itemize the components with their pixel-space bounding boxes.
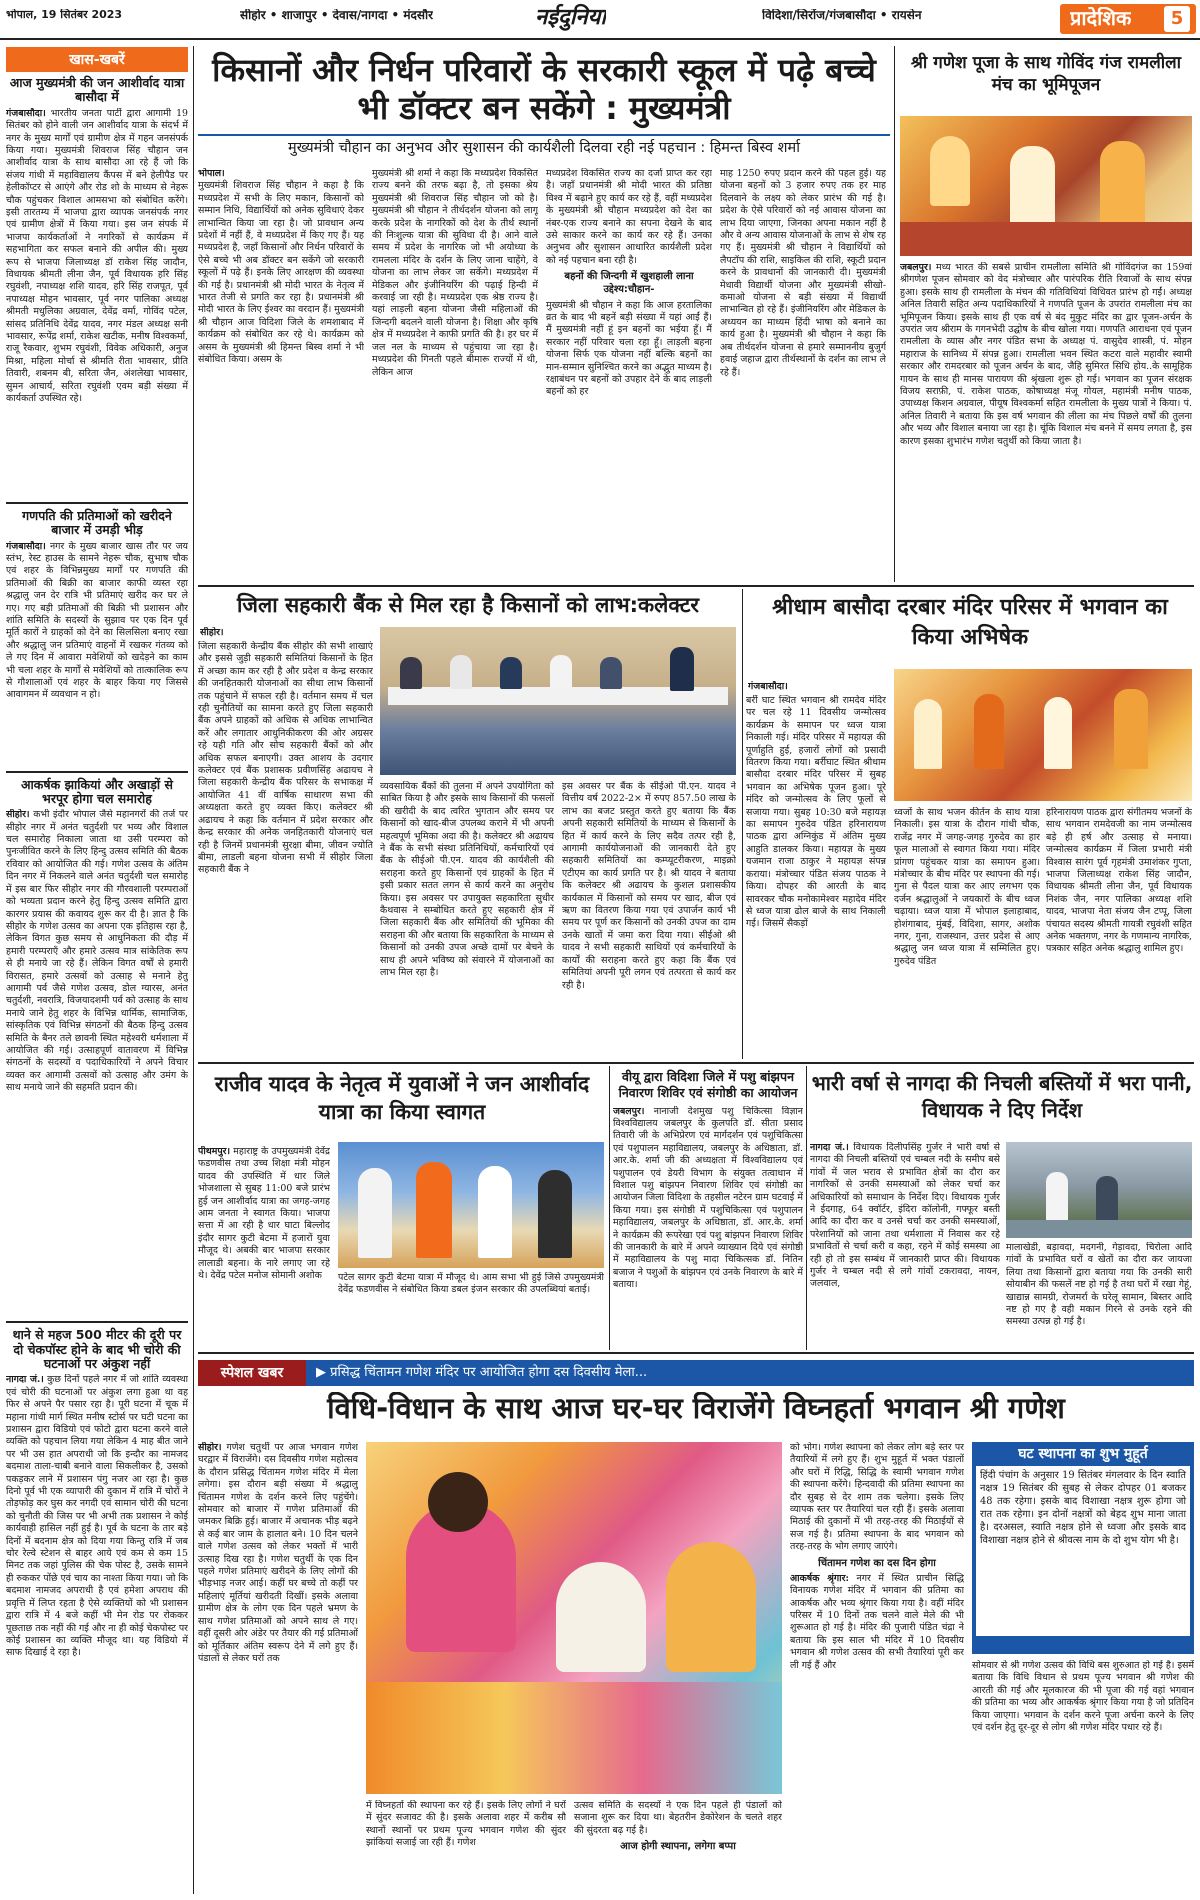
temple-col-2: ध्वजों के साथ भजन कीर्तन के साथ यात्रा निकाली। इस यात्रा के दौरान गांधी चौक, राजेंद्र नगर में जगह-जगह गुरुदेव का हार फूल मालाओं से स्वागत किया गया। मंदिर प्रांगण पहुंचकर यात्रा का समापन हुआ। मंत्रोच्चार के बीच मंदिर पर स्थापना की गई। गुना से पैदल यात्रा कर आए लगभग एक दर्जन श्रद्धालुओं ने जयकारों के बीच ध्वज चढ़ाया। ध्वज यात्रा में भोपाल इलाहाबाद, होशंगाबाद, मुंबई, विदिशा, सागर, अशोक नगर, गुना, राजस्थान, उत्तर प्रदेश से आए श्रद्धालु जन ध्वज यात्रा में सम्मिलित हुए। गुरुदेव पंडित (894, 807, 1040, 967)
bank-photo-person (450, 655, 472, 689)
page-number: 5 (1164, 6, 1190, 32)
rajiv-headline: राजीव यादव के नेतृत्व में युवाओं ने जन आशीर्वाद यात्रा का किया स्वागत (214, 1072, 590, 1125)
flood-photo-person (1046, 1172, 1068, 1222)
bank-meeting-photo (380, 627, 736, 775)
story-cm-yatra-headline: आज मुख्यमंत्री की जन आशीर्वाद यात्रा बासौदा में (9, 75, 185, 105)
temple-photo-person (974, 694, 1004, 769)
story-ganpati-bazaar-headline: गणपति की प्रतिमाओं को खरीदने बाजार में उमड़ी भीड़ (22, 507, 172, 538)
rajiv-col-1: पीथमपुर। महाराष्ट्र के उपमुख्यमंत्री देवेंद्र फडणवीस तथा उच्च शिक्षा मंत्री मोहन यादव की उपस्थिति में धार जिले भोजशाला से सुबह 11:00 बजे प्रारंभ हुई जन आशीर्वाद यात्रा का जगह-जगह आम जनता ने स्वागत किया। भाजपा सत्ता में आ रही है धार घाटा बिल्लोद इंदौर सागर कुटी बेटमा में हजारों युवा मौजूद थे। अबकी बार भाजपा सरकार लालाडी बहना। के नारे लगाए जा रहे थे। देवेंद्र पटेल मनोज सोमानी अशोक (198, 1146, 330, 1282)
story-chal-samaroh-body: सीहोर। कभी इंदौर भोपाल जैसे महानगरों की तर्ज पर सीहोर नगर में अनंत चतुर्दशी पर भव्य और विशाल चल समारोह निकाला जाता था उसी परम्परा को पुनःजीवित करने के लिए हिन्दु उत्सव समिति की बैठक रविवार को आयोजित की गई। गणेश उत्सव के अंतिम दिन नगर में निकलने वाले अनंत चतुर्दशी चल समारोह में इस बार फिर सीहोर नगर की गौरवशाली परम्पराओं को भव्यता प्रदान करने हेतु हिन्दु उत्सव समिति द्वारा कारगर प्रयास की कवायद शुरू कर दी है। ज्ञात है कि सीहोर के गणेश उत्सव का अपना एक इतिहास रहा है, लेकिन विगत कुछ समय से आधुनिकता की दौड़ में हमारी परम्पराएँ और हमारे उत्सव मात्र सांकेतिक रूप से ही मनाये जा रहे हैं। लेकिन विगत वर्षों से हमारी विरासत, हमारे उत्सवों को उत्साह से मनाने हेतु आगामी पर्व जैसे गणेश उत्सव, डोल ग्यारस, अनंत चतुर्दशी, नवरात्रि, विजयादशमी पर्व को उत्साह के साथ मनाये जाने हेतु शहर के विभिन्न धार्मिक, सामाजिक, सांस्कृतिक एवं विभिन्न संगठनों की बैठक हिन्दु उत्सव समिति के बैनर तले छावनी स्थित महेश्वरी धर्मशाला में आयोजित की गई। उत्साहपूर्ण वातावरण में विभिन्न संगठनों के सदस्यों व पदाधिकारियों ने अपने विचार व्यक्त कर आगामी उत्सवों को उत्साह और उमंग के साथ मनाये जाने की सहमति प्रदान की। (6, 809, 188, 1094)
flood-photo-water (1006, 1220, 1192, 1238)
lead-col-4: माह 1250 रुपए प्रदान करने की पहल हुई। यह योजना बहनों को 3 हजार रुपए तक हर माह दिलवाने के लक्ष्य को लेकर प्रारंभ की गई है। प्रदेश के ऐसे परिवारों को नई आवास योजना का लाभ दिया जाएगा, जिनका अपना मकान नहीं है और वे अन्य आवास योजनाओं के लाभ से शेष रह गए हैं। मुख्यमंत्री श्री चौहान ने विद्यार्थियों को लैपटॉप की राशि, साइकिल की राशि, स्कूटी प्रदान करने के प्रावधानों की जानकारी दी। मुख्यमंत्री मेधावी विद्यार्थी योजना और मुख्यमंत्री सीखो-कमाओ योजना से बड़ी संख्या में विद्यार्थी लाभान्वित हो रहे हैं। इंजीनियरिंग और मेडिकल के अध्ययन का माध्यम हिंदी भाषा को बनाने का कार्य हुआ है। मुख्यमंत्री श्री चौहान ने कहा कि अब तीर्थदर्शन योजना से हमारे सम्माननीय बुजुर्ग हवाई जहाज द्वारा तीर्थस्थानों के दर्शन का लाभ ले रहे हैं। (720, 168, 886, 378)
temple-col-1: बर्री घाट स्थित भगवान श्री रामदेव मंदिर पर चल रहे 11 दिवसीय जन्मोत्सव कार्यक्रम के समापन पर ध्वज यात्रा निकाली गई। मंदिर परिसर में महायज्ञ की पूर्णाहुति हुई, हजारों लोगों को प्रसादी वितरण किया गया। बर्रीघाट स्थित श्रीधाम बासौदा दरबार मंदिर परिसर में सुबह भगवान का अभिषेक पूजन हुआ। पूरे मंदिर को जन्मोत्सव के लिए फूलों से सजाया गया। सुबह 10:30 बजे महायज्ञ का समापन गुरुदेव पंडित हरिनारायण पाठक द्वारा अग्निकुंड में अंतिम मुख्य आहुति डालकर किया। महायज्ञ के मुख्य यजमान राजा ठाकुर ने महायज्ञ संपन्न कराया। मंत्रोच्चार पंडित संजय पाठक ने किया। दोपहर की आरती के बाद सावरकर चौक मनोकामेश्वर महादेव मंदिर से ध्वज यात्रा ढोल बाजे के साथ निकाली गई। जिसमें सैकड़ों (746, 695, 886, 930)
puja-photo-figure (1010, 146, 1055, 226)
lead-col-2: मुख्यमंत्री श्री शर्मा ने कहा कि मध्यप्रदेश विकसित राज्य बनने की तरफ बढ़ा है, तो इसका श्रेय मुख्यमंत्री श्री शिवराज सिंह चौहान जो को है। मुख्यमंत्री श्री चौहान ने तीर्थदर्शन योजना को लागू करके प्रदेश के नागरिकों को देश के तीर्थ स्थानों की निःशुल्क यात्रा की सुविधा दी है। आने वाले समय में प्रदेश के नागरिक जो भी अयोध्या के रामलला मंदिर के दर्शन के लिए जाना चाहेंगे, वे योजना का लाभ लेकर जा सकेंगे। मध्यप्रदेश में मेडिकल और इंजीनियरिंग की पढ़ाई हिन्दी में करवाई जा रही है। मध्यप्रदेश एक श्रेष्ठ राज्य है। यहां लाड़ली बहना योजना जैसी महिलाओं की जिन्दगी बदलने वाली योजना है। शिक्षा और कृषि क्षेत्र में मध्यप्रदेश ने काफी प्रगति की है। हर घर में जल नल के माध्यम से पहुंचाया जा रहा है। मध्यप्रदेश की गिनती पहले बीमारू राज्यों में थी, लेकिन आज (372, 168, 538, 378)
temple-photo-person (1114, 689, 1148, 769)
vet-headline: वीयू द्वारा विदिशा जिले में पशु बांझपन निवारण शिविर एवं संगोष्ठी का आयोजन (618, 1069, 798, 1101)
special-photo-caption-1: में विघ्नहर्ता की स्थापना कर रहे हैं। इसके लिए लोगों ने घरों में सुंदर सजावट की है। इसके अलावा शहर में करीब सौ स्थानों स्थानों पर प्रथम पूज्य भगवान गणेश की सुंदर झांकियां सजाई जा रही हैं। गणेश (366, 1800, 566, 1849)
temple-headline: श्रीधाम बासौदा दरबार मंदिर परिसर में भगवान का किया अभिषेक (772, 595, 1168, 650)
khas-khabren-label: खास-खबरें (6, 47, 188, 72)
story-nagda-theft-body: नागदा जं.। कुछ दिनों पहले नगर में जो शांति व्यवस्था एवं चोरी की घटनाओं पर अंकुश लगा हुआ था वह फिर से अपने पैर पसार रहा है। पूरी घटना में चूक में महाना गांधी मार्ग स्थित मनीष स्टोर्स पर घटी घटना का प्रशासन द्वारा विडियो एवं फोटो द्वारा घटना करने वाले व्यक्ति को पहचान लिया गया लेकिन 4 माह बीत जाने पर भी उस हात अपराधी जो कि इन्दौर का नामजद बदमाश ताला-चाबी बनाने वाला सिकलीकर है, उसको पकड़कर लाने में प्रशासन पंगु नजर आ रहा है। कुछ दिनो पूर्व भी एक व्यापारी की दुकान में रात्रि में चोरों ने तोड़फोड़ कर घुस कर नगदी एवं सामान चोरी की घटना को चुनौती की जिस पर भी अभी तक प्रशासन ने कोई कार्यवाही हासिल नहीं हुई है। पूर्व के घटना के तार बड़े दिनों में बदनाम क्षेत्र को दिया गया किन्तु रात्रि में जब चोर रेल्वे स्टेशन से बाहर आये एवं कम से कम 15 मिनट तक जहां पुलिस की चेक पोस्ट है, उसके सामने ही रुककर पोंछे एवं चाय का नाश्ता किया गया। जो कि बदमाश नामजद अपराधी है एवं हमेशा अपराध की प्रवृत्ति में लिप्त रहता है ऐसे व्यक्तियों को भी प्रशासन द्वारा रात्रि में 4 बजे कहीं भी मेन रोड पर रोककर पूछताछ तक नहीं की गई और ना ही कोई चेकपोस्ट पर कोई प्रशासन का व्यक्ति मौजूद था। यह विडियो में साफ दिखाई दे रहा है। (6, 1374, 188, 1659)
bank-col-3: इस अवसर पर बैंक के सीईओ पी.एन. यादव ने वित्तीय वर्ष 2022-2× में रुपए 857.50 लाख के लाभ का बजट प्रस्तुत करते हुए बताया कि बैंक अपनी सहकारी समितियों के माध्यम से किसानों के हित में कार्य करने के लिए सदैव तत्पर रही है, आगामी कार्ययोजनाओं की जानकारी देते हुए सहकारी समितियों का कम्प्यूटरीकरण, माइक्रो एटीएम का कार्य प्रगति पर है। श्री यादव ने बताया कि कलेक्टर श्री अढायच के कुशल प्रशासकीय कार्यकाल में किसानों को समय पर खाद, बीज एवं ऋण का वितरण किया गया एवं उपार्जन कार्य भी समय पर पूर्ण कर किसानों को उनकी उपज का दाम उनके खातों में जमा करा दिया गया। सीईओ श्री यादव ने सभी सहकारी साथियों एवं कर्मचारियों के कार्यों की सराहना करते हुए कहा कि बैंक एवं समितियां अपनी पूरी लगन एवं तत्परता से कार्य कर रही है। (562, 781, 736, 991)
special-col-3: को भोग। गणेश स्थापना को लेकर लोग बड़े स्तर पर तैयारियों में लगे हुए हैं। शुभ मुहूर्त में भक्त पंडालों और घरों में रिद्धि, सिद्धि के स्वामी भगवान गणेश की स्थापना करेंगे। हिन्दवादी की प्रतिमा स्थापना का दौर सुबह से देर शाम तक चलेगा। इसके लिए व्यापक स्तर पर तैयारियां चल रही हैं। इसके अलावा मिठाई की दुकानों में भी तरह-तरह की मिठाईयों से सज गई है। प्रतिमा स्थापना के बाद भगवान को तरह-तरह के भोग लगाए जाएंगे। चिंतामन गणेश का दस दिन होगा आकर्षक श्रृंगार: नगर में स्थित प्राचीन सिद्धि विनायक गणेश मंदिर में भगवान की प्रतिमा का आकर्षक और भव्य श्रृंगार किया गया है। वहीं मंदिर परिसर में 10 दिनों तक चलने वाले मेले की भी शुरूआत हो गई है। मंदिर की पुजारी पंडित चंद्रा ने बताया कि इस साल भी मंदिर में 10 दिवसीय भगवान श्री गणेश उत्सव की सभी तैयारियां पूरी कर ली गई हैं और (790, 1442, 964, 1671)
lead-col-3: मध्यप्रदेश विकसित राज्य का दर्जा प्राप्त कर रहा है। जहाँ प्रधानमंत्री श्री मोदी भारत की प्रतिष्ठा विश्व में बढ़ाने हुए कार्य कर रहे हैं, वहीं मध्यप्रदेश के मुख्यमंत्री श्री चौहान मध्यप्रदेश को देश का नंबर-एक राज्य बनाने का सपना देखने के बाद उसे साकार करने का कार्य कर रहे हैं। उनका अनुभव और सुशासन आधारित कार्यशैली प्रदेश को नई पहचान बना रही है। बहनों की जिन्दगी में खुशहाली लाना उद्देश्य:चौहान- मुख्यमंत्री श्री चौहान ने कहा कि आज हरतालिका व्रत के बाद भी बहनें बड़ी संख्या में यहां आईं हैं। मैं मुख्यमंत्री नहीं हूं इन बहनों का भईया हूँ। मैं सरकार नहीं परिवार चला रहा हूँ। लाड़ली बहना योजना सिर्फ एक योजना नहीं बल्कि बहनों का मान-सम्मान सुनिश्चित करने का अद्भुत माध्यम है। रक्षाबंधन पर बहनों को उपहार देने के बाद लाड़ली बहनों को हर (546, 168, 712, 398)
ganesh-idols-photo (366, 1442, 782, 1794)
section-badge (1060, 4, 1196, 34)
nagda-flood-story (810, 1066, 1194, 1350)
puja-photo (900, 116, 1192, 256)
lead-col-1: भोपाल। मुख्यमंत्री शिवराज सिंह चौहान ने कहा है कि मध्यप्रदेश में सभी के लिए मकान, किसानों को सम्मान निधि, विद्यार्थियों को अनेक सुविधाएं देकर लाभान्वित किया जा रहा है। जो प्रावधान अन्य प्रदेशों में नहीं हैं, वे मध्यप्रदेश में किए गए हैं। यह मध्यप्रदेश है, जहाँ किसानों और निर्धन परिवारों के ऐसे बच्चे भी अब डॉक्टर बन सकेंगे जो सरकारी स्कूलों में पढ़े हैं। इनके लिए आरक्षण की व्यवस्था की गई है। प्रधानमंत्री श्री मोदी भारत के नेतृत्व में भारत तेजी से प्रगति कर रहा है। प्रधानमंत्री श्री मोदी भारत के लिए ईश्वर का वरदान हैं। मुख्यमंत्री श्री चौहान आज विदिशा जिले के शमशाबाद में कार्यक्रम को संबोधित कर रहे थे। कार्यक्रम को असम के मुख्यमंत्री श्री हिमन्त बिस्व शर्मा ने भी संबोधित किया। असम के (198, 168, 364, 366)
temple-procession-photo (894, 669, 1192, 801)
lead-story (198, 46, 890, 582)
nagda-flood-headline: भारी वर्षा से नागदा की निचली बस्तियों में भरा पानी, विधायक ने दिए निर्देश (811, 1071, 1193, 1122)
khas-khabren-column (6, 47, 188, 1893)
story-nagda-theft-headline: थाने से महज 500 मीटर की दूरी पर दो चेकपॉस्ट होने के बाद भी चोरी की घटनाओं पर अंकुश नहीं (12, 1327, 182, 1371)
story-chal-samaroh-headline: आकर्षक झाकियां और अखाड़ों से भरपूर होगा चल समारोह (21, 776, 173, 806)
newspaper-logo: नईदुनिया (535, 4, 607, 30)
ganesh-puja-story (898, 46, 1194, 582)
photo-idols-row (366, 1682, 782, 1794)
rajiv-photo-person (478, 1166, 512, 1258)
bank-story (198, 589, 738, 1059)
rajiv-photo-person (416, 1162, 452, 1258)
temple-photo-person (914, 699, 942, 769)
muhurat-box (972, 1442, 1194, 1654)
special-ticker-bar (198, 1360, 1194, 1386)
rajiv-story (198, 1066, 606, 1350)
ticker-arrow-icon: ▶ (316, 1365, 331, 1380)
temple-story (746, 589, 1194, 1059)
bank-photo-speaker (670, 647, 694, 691)
nagda-col-1: नागदा जं.। विधायक दिलीपसिंह गुर्जर ने भारी वर्षा से नागदा की निचली बस्तियों एवं चम्बल नदी के समीप बसे गांवों में जल भराव से प्रभावित क्षेत्रों का दौरा कर नागरिकों से उनकी समस्याओं को लेकर चर्चा कर अधिकारियों को समाधान के निर्देश दिए। विधायक गुर्जर ने ईदगाह, 64 क्वॉर्टर, इंदिरा कॉलोनी, गफ्फूर बस्ती आदि का दौरा कर व उनसे चर्चा कर उनकी समस्याओं, परेशानियों को जाना तथा धर्मशाला में निवास कर रहे प्रभावितों से चर्चा करी व कहा, रहने में कोई समस्या आ रही हो तो इस सम्बंध में जानकारी प्राप्त की। विधायक गुर्जर ने चम्बल नदी से लगे गांवों टकरावदा, नायन, जलवाल, (810, 1142, 1000, 1290)
bank-headline: जिला सहकारी बैंक से मिल रहा है किसानों को लाभ:कलेक्टर (236, 593, 699, 617)
temple-col-3: हरिनारायण पाठक द्वारा संगीतमय भजनों के साथ भगवान रामदेवजी का नाम जन्मोत्सव बड़े ही हर्ष और उत्साह से मनाया। जन्मोत्सव कार्यक्रम में जिला प्रभारी मंत्री विश्वास सारंग पूर्व गृहमंत्री उमाशंकर गुप्ता, भाजपा जिलाध्यक्ष राकेश सिंह जादौन, विधायक श्रीमती लीना जैन, पूर्व विधायक निशंक जैन, नगर पालिका अध्यक्ष शशि यादव, भाजपा नेता संजय जैन टप्पू, जिला पंचायत सदस्य श्रीमती गायत्री रघुवंशी सहित अनेक भक्तगण, नगर के गणमान्य नागरिक, पत्रकार सहित अनेक श्रद्धालु शामिल हुए। (1046, 807, 1192, 955)
photo-woman-head (428, 1472, 488, 1532)
temple-dateline: गंजबासौदा। (748, 681, 788, 691)
section-name: प्रादेशिक (1070, 7, 1132, 30)
bank-col-1: जिला सहकारी केन्द्रीय बैंक सीहोर की सभी शाखाएं और इससे जुड़ी सहकारी समितियां किसानों के हित में अच्छा काम कर रही है और प्रदेश व केन्द्र सरकार की जनहितकारी योजनाओं का सीधा लाभ किसानों तक पहुंचाने में सफल रही है। वर्तमान समय में चल रही चुनौतियों का सामना करते हुए जिला सहकारी बैंक अपने ग्राहकों को अधिक से अधिक लाभान्वित करें और लगातार आधुनिकीकरण की ओर अग्रसर रहे यही गति और सोच सहकारी बैंकों को और अधिक सफल बनाएगी। उक्त आशय के उदगार कलेक्टर एवं बैंक प्रशासक प्रवीणसिंह अढायच ने जिला सहकारी केन्द्रीय बैंक परिसर के सभाकक्ष में आयोजित 41 वीं वार्षिक साधारण सभा की अध्यक्षता करते हुए व्यक्त किए। कलेक्टर श्री अढायच ने कहा कि वर्तमान में प्रदेश सरकार और केन्द्र सरकार की अनेक जनहितकारी योजनाएं चल रही है जिनमें प्रधानमंत्री सुरक्षा बीमा, जीवन ज्योति बीमा, लाडली बहना योजना सभी में सीहोर जिला सहकारी बैंक ने (198, 641, 373, 876)
muhurat-body: हिंदी पंचांग के अनुसार 19 सितंबर मंगलवार के दिन स्वाति नक्षत्र 19 सितंबर की सुबह से लेकर दोपहर 01 बजकर 48 तक रहेगा। इसके बाद विशाखा नक्षत्र शुरू होगा जो रात तक रहेगा। इन दोनों नक्षत्रों को बेहद शुभ माना जाता है। दरअसल, स्वाति नक्षत्र होने से ध्वजा और इसके बाद विशाखा नक्षत्र होने से श्रीवत्स नाम के दो शुभ योग भी है। (976, 1466, 1190, 1636)
vet-story (613, 1066, 803, 1350)
photo-ganesh-idol (556, 1562, 646, 1672)
photo-ganesh-idol (666, 1542, 756, 1672)
special-ticker: ▶ प्रसिद्ध चिंतामन गणेश मंदिर पर आयोजित होगा दस दिवसीय मेला... (316, 1365, 648, 1380)
special-col-4: सोमवार से श्री गणेश उत्सव की विधि बस शुरुआत हो गई है। इसमें बताया कि विधि विधान से प्रथम पूज्य भगवान श्री गणेश की आरती की गई और मूलकारज की भी पूजा की गई वहां भगवान की प्रतिमा का भव्य और आकर्षक श्रृंगार किया गया है जो प्रतिदिन किया जाएगा। भगवान के दर्शन करने पूजा अर्चना करने के लिए एवं दर्शन हेतु दूर-दूर से लोग श्री गणेश मंदिर पधार रहे हैं। (972, 1660, 1194, 1734)
lead-headline: किसानों और निर्धन परिवारों के सरकारी स्कूल में पढ़े बच्चे भी डॉक्टर बन सकेंगे : मुख्यमंत्री (212, 51, 876, 127)
rajiv-yatra-photo (338, 1142, 604, 1268)
puja-photo-figure (1100, 141, 1145, 226)
bank-dateline: सीहोर। (200, 627, 224, 637)
special-story (198, 1356, 1194, 1894)
puja-photo-figure (930, 136, 970, 206)
muhurat-headline: घट स्थापना का शुभ मुहूर्त (1018, 1446, 1148, 1462)
page-header (0, 0, 1200, 40)
edition-cities-right: विदिशा/सिरोंज/गंजबासौदा • रायसेन (762, 9, 922, 22)
temple-photo-person (1044, 697, 1072, 769)
lead-subheadline: मुख्यमंत्री चौहान का अनुभव और सुशासन की कार्यशैली दिलवा रही नई पहचान : हिमन्त बिस्व शर्मा (288, 139, 800, 156)
dateline: भोपाल, 19 सितंबर 2023 (6, 9, 123, 21)
nagda-col-2: मालाखेडी, बड़ावदा, मदगनी, गेड़ावदा, चिरोला आदि गांवों के प्रभावित घरों व खेतों का दौरा कर जायजा लिया तथा किसानों द्वारा बताया गया कि उनकी सारी सोयाबीन की फसलें नष्ट हो गई है तथा घरों में रखा गेहूं, खाद्यान्न सामग्री, रोजमर्रा के घरेलू सामान, बिस्तर आदि नष्ट हो गए है वही मकान गिरने से उनके रहने की समस्या उत्पन्न हो गई है। (1006, 1242, 1192, 1328)
ganesh-puja-headline: श्री गणेश पूजा के साथ गोविंद गंज रामलीला मंच का भूमिपूजन (910, 53, 1182, 96)
bank-photo-person (500, 657, 522, 689)
story-ganpati-bazaar-body: गंजबासौदा। नगर के मुख्य बाजार खास तौर पर जय स्तंभ, रेस्ट हाउस के सामने नेहरू चौक, सुभाष चौक एवं शहर के विभिन्नमुख्य मार्गों पर गणपति की प्रतिमाओं की बिक्री का बाजार काफी व्यस्त रहा श्रद्धालु जन देर रात्रि भी प्रतिमाएं खरीद कर घर ले गए। गए बड़ी प्रतिमाओं की बिक्री भी प्रशासन और शांति समिति के सदस्यों के सुझाव पर एक दिन पूर्व मूर्ति कारों ने ग्राहकों को देने का सिलसिला बनाए रखा और श्रद्धालु जन प्रतिमाएं वाहनों में रखकर गंतव्य को ले गए दिन में आवारा मवेशियों को खदेड़ने का काम भी चला शहर के मार्गों से मवेशियों को तात्कालिक रूप से गौशालाओं एवं शहर के बाहर किया गए जिससे आवागमन में व्यवधान न हो। (6, 540, 188, 701)
flood-photo (1006, 1142, 1192, 1238)
vet-body: जबलपुर। नानाजी देशमुख पशु चिकित्सा विज्ञान विश्वविद्यालय जबलपुर के कुलपति डॉ. सीता प्रसाद तिवारी जी के अभिप्रेरण एवं मार्गदर्शन एवं पशुचिकित्सा एवं पशुपालन महाविद्यालय, जबलपुर के अधिष्ठाता, डॉ. आर.के. शर्मा जी की अध्यक्षता में विश्वविद्यालय एवं पशुपालन एवं डेयरी विभाग के संयुक्त तत्वाधान में विशाल पशु बांझपन निवारण शिविर एवं संगोष्ठी का आयोजन जिला विदिशा के तहसील नटेरन ग्राम घटवाई में किया गया। इस संगोष्ठी में पशुचिकित्सा एवं पशुपालन महाविद्यालय, जबलपुर के अधिष्ठाता, डॉ. आर.के. शर्मा ने कार्यक्रम की रूपरेखा एवं पशु बांझपन निवारण शिविर की जानकारी के बारे में अपने व्याख्यान दिये एवं संगोष्ठी में महाविद्यालय के पशु मादा चिकित्सक डॉ. नितिन बजाज ने पशुओं के बांझपन एवं उनके निवारण के बारे में बताया। (613, 1105, 803, 1291)
special-col-1: सीहोर। गणेश चतुर्थी पर आज भगवान गणेश घरद्वार में विराजेंगे। दस दिवसीय गणेश महोत्सव के दौरान प्रसिद्ध चिंतामन गणेश मंदिर में मेला लगेगा। इस दौरान बड़ी संख्या में श्रद्धालु चिंतामन गणेश के दर्शन करने लिए पहुंचेंगे। सोमवार को बाजार में गणेश प्रतिमाओं की जमकर बिक्रि हुई। बाजार में अचानक भीड़ बढ़ने से कई बार जाम के हालात बने। 10 दिन चलने वाले गणेश उत्सव को लेकर भक्तों में भारी उत्साह दिख रहा है। गणेश चतुर्थी के एक दिन पहले गणेश प्रतिमाएं खरीदने के लिए लोगों की भीड़भाड़ नजर आई। कहीं घर बच्चे तो कहीं पर महिलाएं मूर्तियां खरीदती दिखीं। इसके अलावा ग्रामीण क्षेत्र के लोग एक दिन पहले भ्रमण के साथ गणेश प्रतिमाओं को अपने साथ ले गए। वहीं दूसरी ओर अंडेर पर तैयार की गई प्रतिमाओं को मूर्तिकार अंतिम स्वरूप देने में लगे हुए हैं। पंडालों से लेकर घरों तक (198, 1442, 358, 1664)
bank-photo-person (550, 655, 572, 689)
story-cm-yatra-body: गंजबासौदा। भारतीय जनता पार्टी द्वारा आगामी 19 सितंबर को होने वाली जन आशीर्वाद यात्रा के संदर्भ में नगर के मुख्य मार्गों एवं ग्रामीण क्षेत्र में गहन जनसंपर्क किया गया। मुख्यमंत्री शिवराज सिंह चौहान जन आशीर्वाद यात्रा के साथ बासौदा आ रहे हैं जो कि संजय गांधी में महाविद्यालय कैंपस में बने हेलीपैड पर हेलीकॉप्टर से आएंगे और रोड शो के माध्यम से नेहरू चौक पहुंचकर विशाल आमसभा को संबोधित करेंगे। इसी तारतम्य में भाजपा द्वारा व्यापक जनसंपर्क नगर एवं ग्रामीण क्षेत्रों में किया गया। इस जन संपर्क में भाजपा कार्यकर्ताओं ने नगरिकों से कार्यक्रम में सहभागिता कर सफल बनाने की अपील की। मुख्य रूप से भाजपा जिलाध्यक्ष डॉ राकेश सिंह जादौन, विधायक श्रीमती लीना जैन, पूर्व विधायक हरि सिंह रघुवंशी, नपाध्यक्ष शशि यादव, हरि सिंह राजपूत, पूर्व नपाध्यक्ष मोहन भावसार, पूर्व नगर पालिका अध्यक्ष श्रीमती मधुलिका अग्रवाल, देवेंद्र वर्मा, गोविंद पटेल, सांसद प्रतिनिधि देवेंद्र यादव, नगर मंडल अध्यक्ष सनी भावसार, रूपेंद्र शर्मा, राकेश खटीक, मनीष विश्वकर्मा, राजू रैकवार, शुभम रघुवंशी, विवेक अधिकारी, अनुज मिश्रा, महिला मोर्चा से श्रीमति रीता भावसार, प्रीति तिवारी, शबनम बी, सरिता जैन, अंशलेखा भावसार, सुमन आचार्य, सरिता रघुवंशी एवम बड़ी संख्या में कार्यकर्ता उपस्थित रहे। (6, 107, 188, 405)
bank-col-2: व्यवसायिक बैंकों की तुलना में अपने उपयोगिता को साबित किया है और इसके साथ किसानों की फसलों की खरीदी के बाद त्वरित भुगतान और समय पर किसानों को खाद-बीज उपलब्ध कराने में भी अपनी महत्वपूर्ण भूमिका अदा की है। कलेक्टर श्री अढायच ने बैंक के सभी संस्था प्रतिनिधियों, कर्मचारियों एवं बैंक के सीईओ पी.एन. यादव की कार्यशैली की सराहना करते हुए किसानों एवं ग्राहकों के हित में इसी प्रकार सतत लगन से कार्य करने का अनुरोध किया। इस अवसर पर उपायुक्त सहकारिता सुधीर कैथवास ने सम्बोधित करते हुए सहकारी क्षेत्र में जिला सहकारी बैंक और समितियों की भूमिका की सराहना की और बताया कि सहकारिता के माध्यम से किसानों को उनकी उपज अच्छे दामों पर बेचने के साथ ही अपने भविष्य को संवारने में योजनाओं का लाभ मिल रहा है। (380, 781, 554, 979)
rajiv-photo-person (358, 1168, 392, 1258)
ganesh-puja-body: जबलपुर। मध्य भारत की सबसे प्राचीन रामलीला समिति श्री गोविंदगंज का 159वां श्रीगणेश पूजन सोमवार को वेद मंत्रोच्चार और पारंपरिक रीति रिवाजों के साथ संपन्न हुआ। इसके साथ ही रामलीला के मंचन की गतिविधियां विधिवत प्रारंभ हो गईं। अध्यक्ष अनिल तिवारी सहित अन्य पदाधिकारियों ने गणपति पूजन के उपरांत रामलीला मंच का भूमिपूजन किया। इसके साथ ही एक वर्ष से बंद मुकुट मंदिर का द्वार पूजन-अर्चन के उपरांत जय श्रीराम के गगनभेदी उद्घोष के बीच खोला गया। गणपति आराधना एवं पूजन रामलीला के व्यास और नगर पंडित सभा के अध्यक्ष पं. वासुदेव शास्त्री, पं. मोहन महाराज के सानिध्य में संपन्न हुआ। रामलीला भवन स्थित कटरा वाले महावीर स्वामी सरकार और रामदरबार को पूजन अर्चन के बाद, जैहि सुमिरत सिधि होय..के सामूहिक गायन के साथ ही मानस पारायण की श्रृंखला शुरू हो गई। भगवान का पूजन संरक्षक विजय सराफ़ी, पं. राकेश पाठक, कोषाध्यक्ष मंजू गोयल, महामंत्री मनीष पाठक, उपाध्यक्ष किशन अग्रवाल, पीयूष विश्वकर्मा सहित रामलीला के मुख्य पात्रों ने किया। पं. अनिल तिवारी ने बताया कि इस वर्ष भगवान की लीला का मंच पिछले वर्षों की तुलना और भव्य और विशाल बनाया जा रहा है। चूंकि विशाल मंच बनने में समय लगता है, इस कारण इसका शुभारंभ गणेश चतुर्थी को किया जाता है। (900, 262, 1192, 447)
special-label: स्पेशल खबर (198, 1360, 306, 1386)
edition-cities-left: सीहोर • शाजापुर • देवास/नागदा • मंदसौर (240, 9, 434, 22)
rajiv-col-2: पटेल सागर कुटी बेटमा यात्रा में मौजूद थे। आम सभा भी हुई जिसे उपमुख्यमंत्री देवेंद्र फडणवीस ने संबोधित किया डबल इंजन सरकार की उपलब्धियां बताई। (338, 1272, 604, 1296)
special-photo-caption-2: उत्सव समिति के सदस्यों ने एक दिन पहले ही पंडालों को सजाना शुरू कर दिया था। बेहतरीन डेकोरेशन के चलते शहर की सुंदरता बढ़ गई है। आज होगी स्थापना, लगेगा बप्पा (574, 1800, 782, 1853)
puja-photo-floor (900, 222, 1192, 256)
special-headline: विधि-विधान के साथ आज घर-घर विराजेंगे विघ्नहर्ता भगवान श्री गणेश (327, 1392, 1065, 1425)
flood-photo-person (1096, 1176, 1118, 1222)
rajiv-photo-person (538, 1170, 572, 1258)
bank-photo-person (400, 657, 422, 689)
bank-photo-person (600, 657, 622, 689)
